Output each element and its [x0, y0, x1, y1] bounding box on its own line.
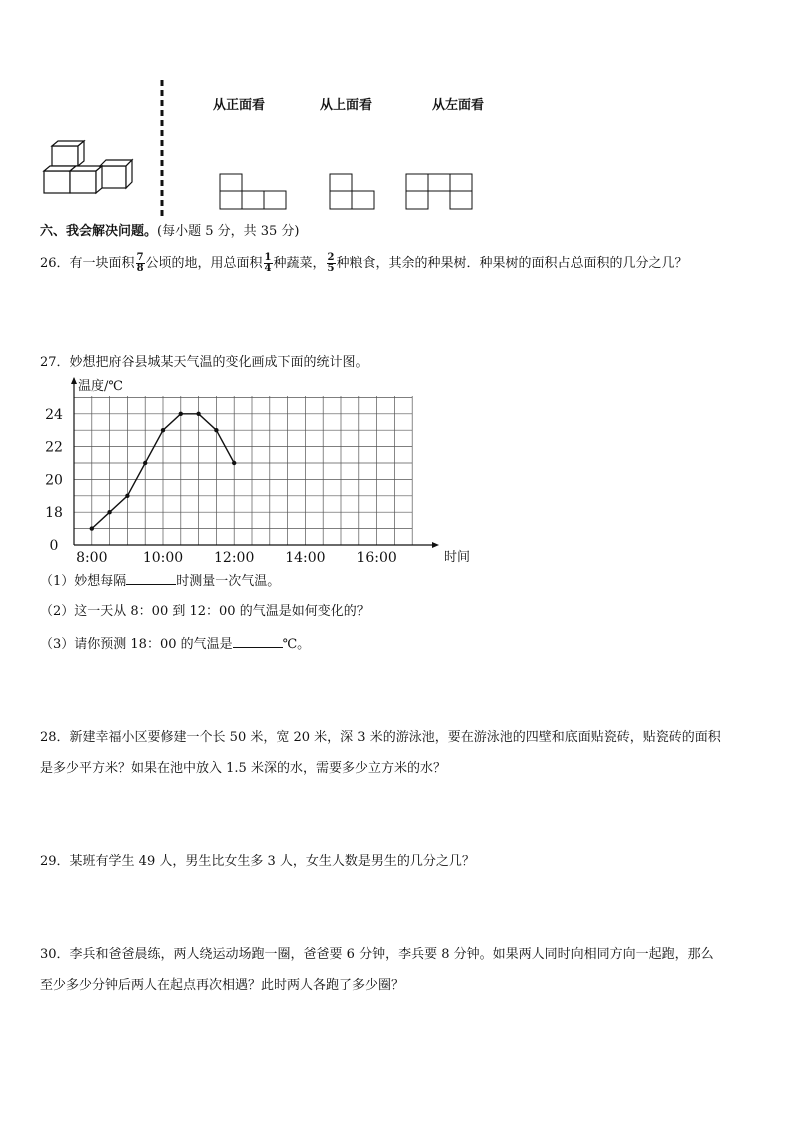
q29-text: 29．某班有学生 49 人，男生比女生多 3 人，女生人数是男生的几分之几？ — [40, 854, 475, 869]
section-heading — [40, 223, 300, 241]
y-axis-title: 温度/℃ — [78, 379, 123, 394]
x-tick-label: 14:00 — [285, 550, 326, 566]
data-point — [125, 494, 129, 498]
q27-sub3: （3）请你预测 18：00 的气温是 ℃。 — [40, 637, 311, 652]
chart-grid — [74, 396, 412, 545]
q26-number: 26． — [40, 256, 70, 271]
x-axis-arrow — [432, 542, 439, 548]
fraction-7-8: $\frac{7}{8}$ — [136, 252, 144, 274]
fraction-2-5: $\frac{2}{5}$ — [327, 252, 335, 274]
section-title: 六、我会解决问题。 — [40, 224, 158, 239]
y-axis-arrow — [71, 377, 77, 384]
left-view-grid — [405, 173, 475, 211]
top-view-grid — [329, 173, 377, 211]
data-point — [143, 461, 147, 465]
data-point — [161, 428, 165, 432]
section-points: (每小题 5 分，共 35 分) — [157, 224, 300, 239]
data-point — [232, 461, 236, 465]
question-26 — [40, 253, 688, 274]
data-point — [214, 428, 218, 432]
q27-sub2: （2）这一天从 8：00 到 12：00 的气温是如何变化的？ — [40, 604, 370, 619]
q26-text-4: 种粮食，其余的种果树．种果树的面积占总面积的几分之几？ — [336, 256, 688, 271]
left-view-label: 从左面看 — [432, 98, 485, 113]
blank-temperature[interactable] — [233, 635, 283, 648]
y-tick-label: 18 — [45, 505, 63, 522]
q28-line1: 28．新建幸福小区要修建一个长 50 米，宽 20 米，深 3 米的游泳池，要在游泳池的四壁和底面贴瓷砖，贴瓷砖的面积 — [40, 730, 721, 745]
q30-line2: 至少多少分钟后两人在起点再次相遇？此时两人各跑了多少圈？ — [40, 978, 405, 993]
chart-axes — [71, 377, 439, 548]
q28-line2: 是多少平方米？如果在池中放入 1.5 米深的水，需要多少立方米的水？ — [40, 761, 446, 776]
x-tick-label: 10:00 — [142, 550, 184, 566]
q27-sub1: （1）妙想每隔 时测量一次气温。 — [40, 574, 281, 589]
cube-figure — [40, 138, 140, 198]
data-point — [107, 510, 111, 514]
top-view-label: 从上面看 — [320, 98, 373, 113]
blank-interval[interactable] — [126, 572, 176, 585]
x-axis-title: 时间 — [444, 550, 471, 565]
temperature-line-chart — [36, 374, 471, 570]
data-point — [179, 412, 183, 416]
q26-text-2: 公顷的地，用总面积 — [145, 256, 263, 271]
data-point — [196, 412, 200, 416]
x-tick-label: 12:00 — [214, 550, 255, 566]
q26-text-3: 种蔬菜， — [273, 256, 326, 271]
front-view-label: 从正面看 — [213, 98, 266, 113]
dashed-divider — [158, 80, 166, 220]
y-tick-label: 22 — [45, 439, 63, 456]
chart-labels — [45, 378, 470, 566]
x-tick-label: 8:00 — [76, 550, 108, 566]
question-27-stem: 27．妙想把府谷县城某天气温的变化画成下面的统计图。 — [40, 355, 369, 370]
q30-line1: 30．李兵和爸爸晨练，两人绕运动场跑一圈，爸爸要 6 分钟，李兵要 8 分钟。如果两人同时向相同方向一起跑，那么 — [40, 947, 714, 962]
front-view-grid — [219, 173, 289, 211]
y-tick-label: 24 — [45, 406, 63, 423]
y-tick-label: 0 — [49, 538, 59, 554]
data-point — [90, 526, 94, 530]
y-tick-label: 20 — [45, 472, 63, 489]
fraction-1-4: $\frac{1}{4}$ — [264, 252, 272, 274]
x-tick-label: 16:00 — [356, 550, 397, 566]
q26-text-1: 有一块面积 — [69, 256, 135, 271]
